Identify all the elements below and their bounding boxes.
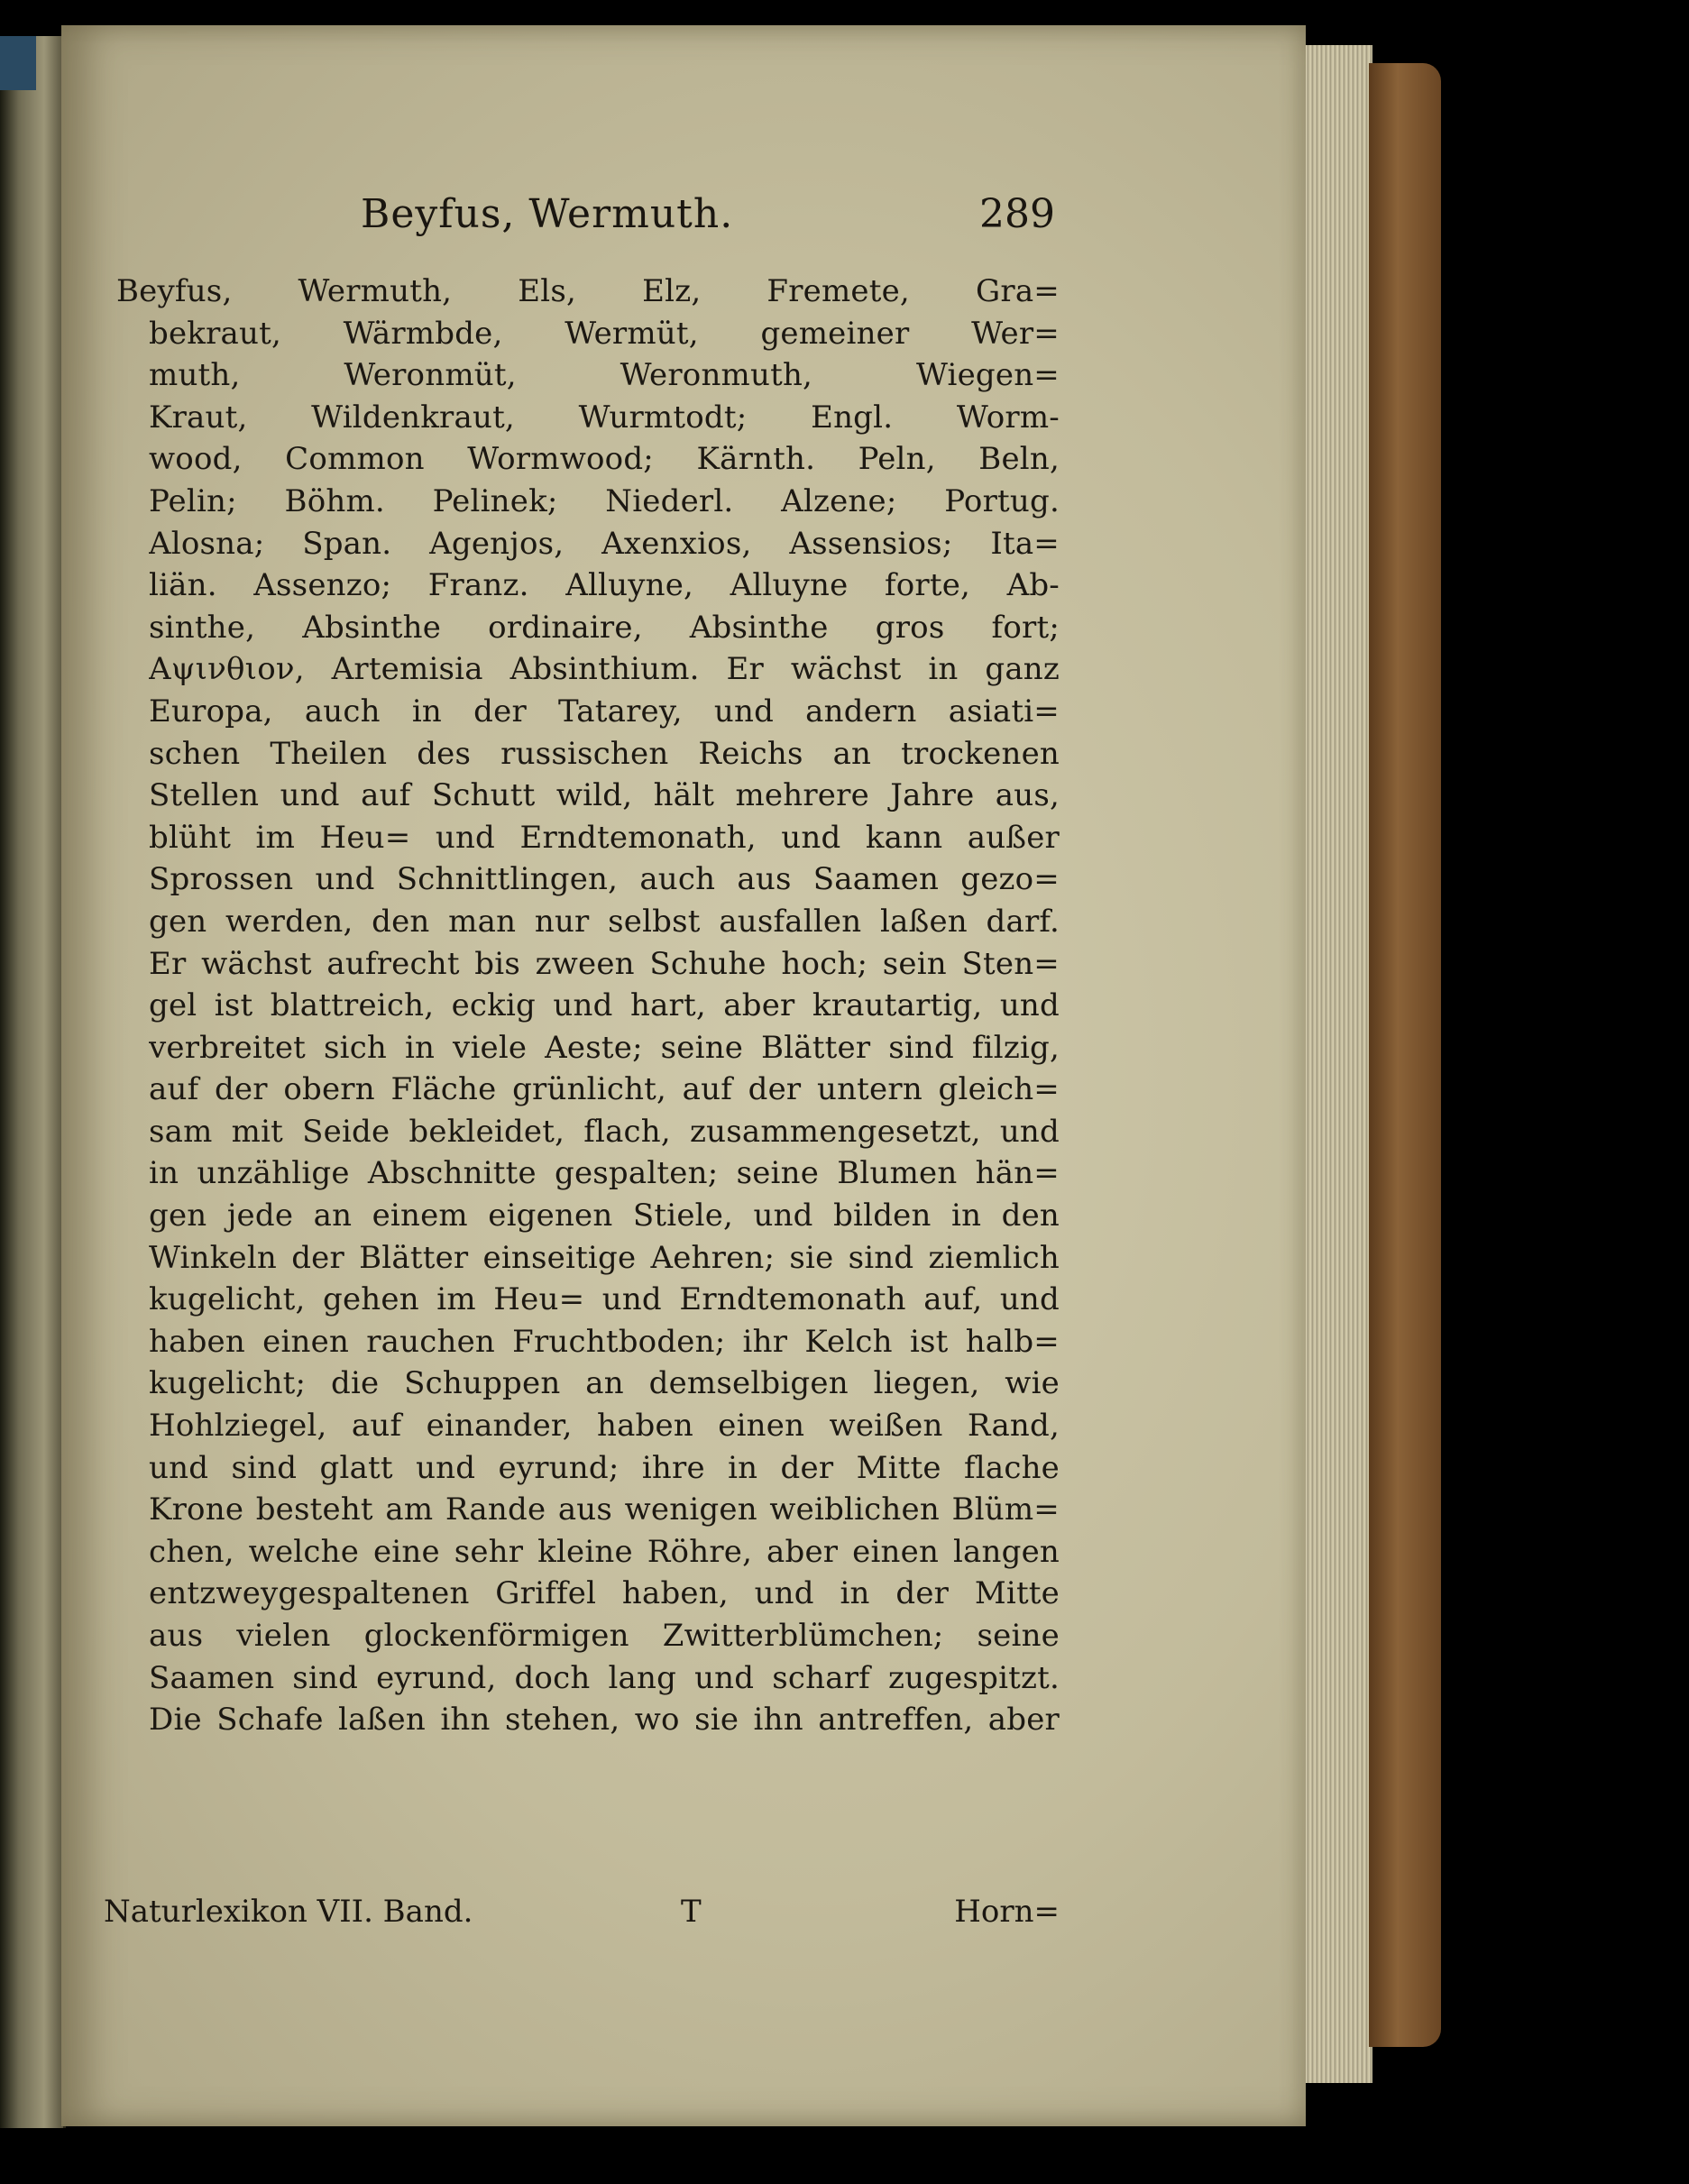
text-line: sam mit Seide bekleidet, flach, zusammengesetzt, und [149, 1113, 1060, 1150]
page-number: 289 [979, 191, 1055, 237]
text-line: gel ist blattreich, eckig und hart, aber krautartig, und [149, 987, 1060, 1024]
page-footer [104, 1894, 1060, 1935]
footer-signature: Naturlexikon VII. Band. [104, 1894, 473, 1930]
text-line: aus vielen glockenförmigen Zwitterblümchen; seine [149, 1618, 1060, 1654]
text-line: gen werden, den man nur selbst ausfallen laßen darf. [149, 903, 1060, 940]
text-line: Alosna; Span. Agenjos, Axenxios, Assensios; Ita= [149, 525, 1060, 562]
text-line: Sprossen und Schnittlingen, auch aus Saamen gezo= [149, 861, 1060, 898]
text-line: kugelicht, gehen im Heu= und Erndtemonath auf, und [149, 1281, 1060, 1318]
text-line: gen jede an einem eigenen Stiele, und bilden in den [149, 1198, 1060, 1234]
text-line: entzweygespaltenen Griffel haben, und in der Mitte [149, 1575, 1060, 1612]
text-line: Die Schafe laßen ihn stehen, wo sie ihn antreffen, aber [149, 1702, 1060, 1739]
text-line: in unzählige Abschnitte gespalten; seine Blumen hän= [149, 1155, 1060, 1192]
text-line: muth, Weronmüt, Weronmuth, Wiegen= [149, 357, 1060, 394]
text-line: schen Theilen des russischen Reichs an trockenen [149, 735, 1060, 772]
text-line: chen, welche eine sehr kleine Röhre, aber einen langen [149, 1533, 1060, 1570]
text-line: liän. Assenzo; Franz. Alluyne, Alluyne forte, Ab- [149, 567, 1060, 604]
signature-mark: T [681, 1894, 702, 1930]
text-line: Hohlziegel, auf einander, haben einen weißen Rand, [149, 1408, 1060, 1445]
text-line: haben einen rauchen Fruchtboden; ihr Kelch ist halb= [149, 1323, 1060, 1360]
text-line: Stellen und auf Schutt wild, hält mehrere Jahre aus, [149, 777, 1060, 814]
text-line: Kraut, Wildenkraut, Wurmtodt; Engl. Worm- [149, 399, 1060, 436]
text-line: sinthe, Absinthe ordinaire, Absinthe gros fort; [149, 609, 1060, 646]
body-text [116, 271, 1060, 1741]
text-line: kugelicht; die Schuppen an demselbigen liegen, wie [149, 1365, 1060, 1402]
catchword: Horn= [954, 1894, 1060, 1930]
text-line: Winkeln der Blätter einseitige Aehren; sie sind ziemlich [149, 1239, 1060, 1276]
text-line: auf der obern Fläche grünlicht, auf der untern gleich= [149, 1071, 1060, 1108]
previous-page-edge [0, 36, 66, 2128]
text-line: bekraut, Wärmbde, Wermüt, gemeiner Wer= [149, 315, 1060, 352]
text-line: Krone besteht am Rande aus wenigen weiblichen Blüm= [149, 1491, 1060, 1528]
text-line: wood, Common Wormwood; Kärnth. Peln, Beln, [149, 441, 1060, 478]
text-line: Αψινθιον, Artemisia Absinthium. Er wächst in ganz [149, 651, 1060, 688]
text-line: und sind glatt und eyrund; ihre in der Mitte flache [149, 1449, 1060, 1486]
text-line: Er wächst aufrecht bis zween Schuhe hoch; sein Sten= [149, 945, 1060, 982]
text-line: blüht im Heu= und Erndtemonath, und kann außer [149, 819, 1060, 856]
previous-page-ribbon [0, 36, 36, 90]
text-line: Pelin; Böhm. Pelinek; Niederl. Alzene; Portug. [149, 482, 1060, 519]
page-stack-edge [1299, 45, 1372, 2083]
text-line: Saamen sind eyrund, doch lang und scharf zugespitzt. [149, 1659, 1060, 1696]
text-line: Europa, auch in der Tatarey, und andern asiati= [149, 693, 1060, 730]
book-cover-edge [1369, 63, 1441, 2047]
running-title: Beyfus, Wermuth. [361, 191, 734, 237]
text-line: Beyfus, Wermuth, Els, Elz, Fremete, Gra= [116, 273, 1060, 309]
text-line: verbreitet sich in viele Aeste; seine Blätter sind filzig, [149, 1029, 1060, 1066]
